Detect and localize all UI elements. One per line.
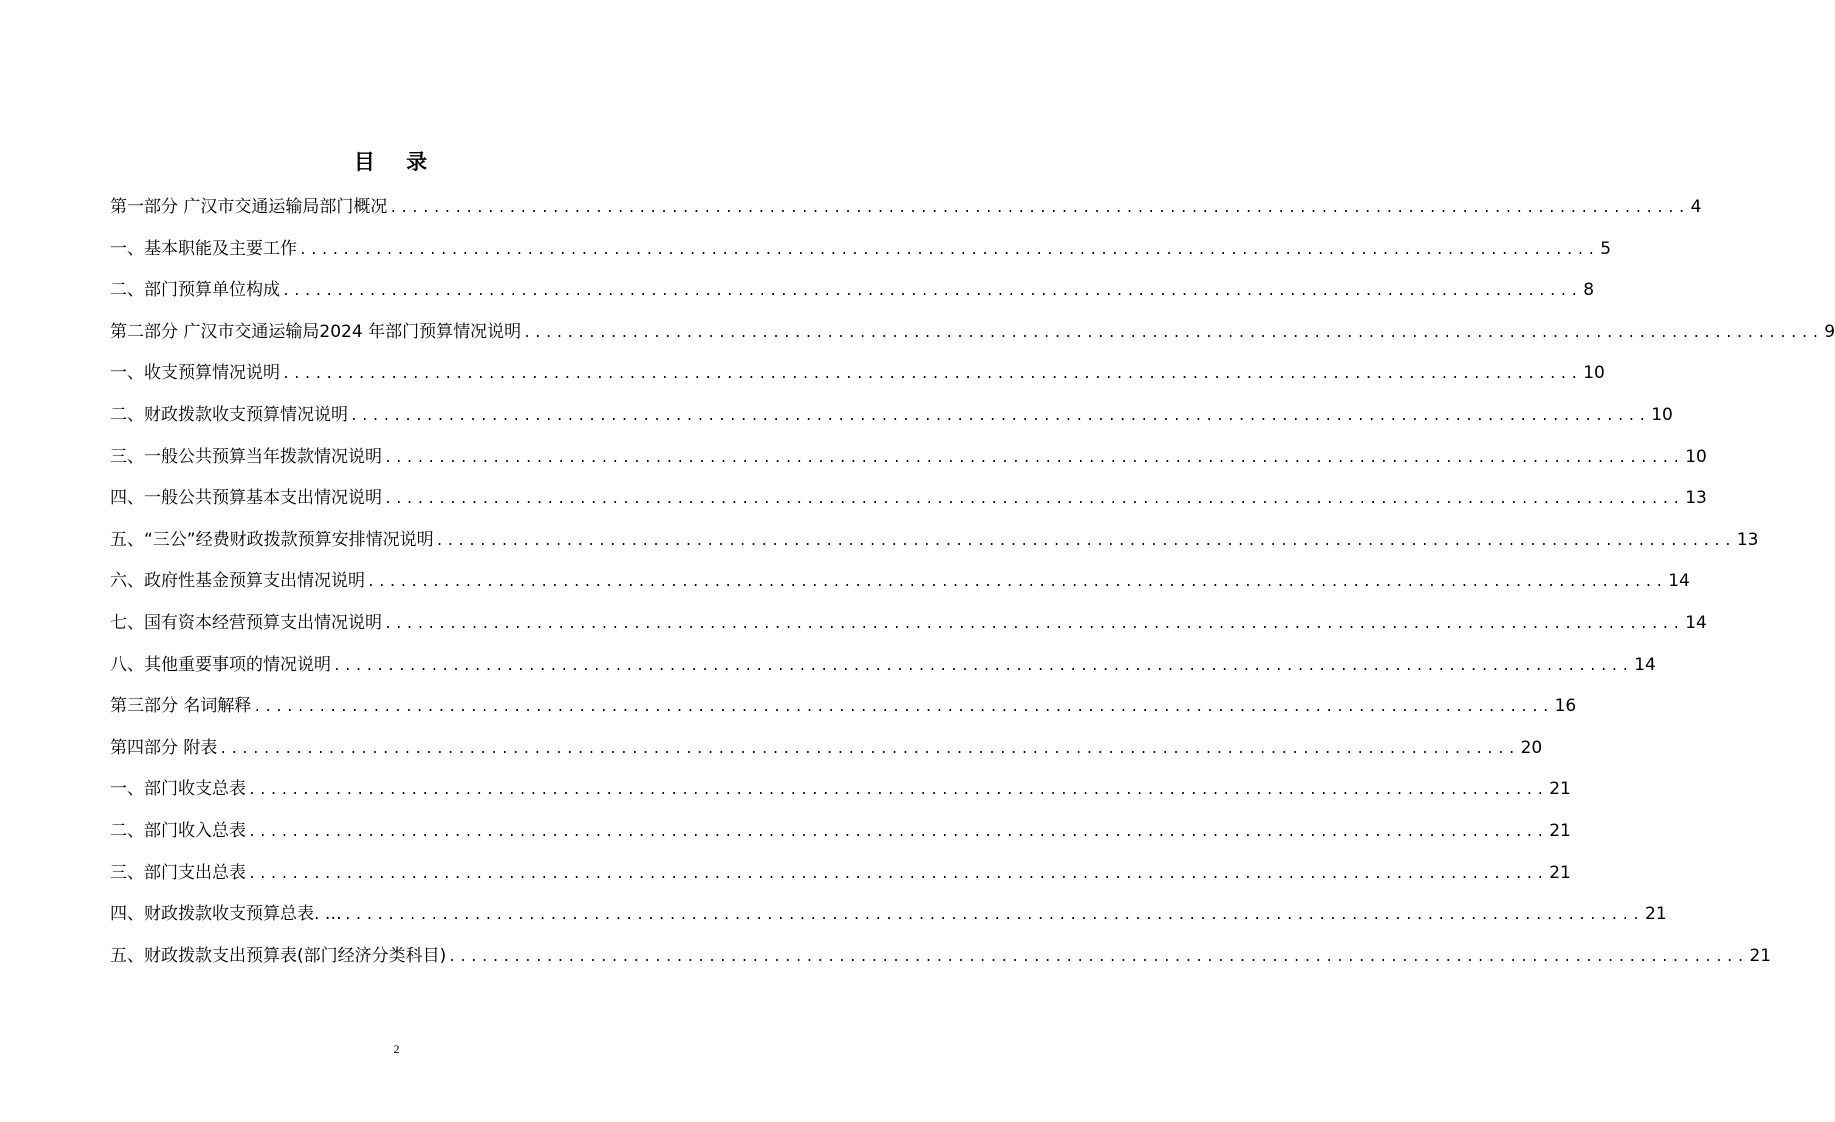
toc-entry[interactable] <box>110 483 1707 525</box>
toc-entry-label: 五、“三公”经费财政拨款预算安排情况说明 <box>110 529 434 550</box>
toc-entry-page: 9 <box>1824 321 1835 342</box>
toc-entry-page: 21 <box>1549 779 1571 800</box>
toc-entry-label: 三、部门支出总表 <box>110 862 246 883</box>
toc-dot-leader: ........................................................................................................................ <box>389 201 1689 216</box>
toc-entry-label: 一、收支预算情况说明 <box>110 363 280 384</box>
toc-entry-page: 10 <box>1651 404 1673 425</box>
toc-entry-label: 第一部分 广汉市交通运输局部门概况 <box>110 197 388 217</box>
toc-dot-leader: ........................................................................................................................ <box>384 450 1684 466</box>
toc-entry-label: 第三部分 名词解释 <box>110 696 252 717</box>
toc-entry-page: 16 <box>1554 696 1577 717</box>
toc-entry-page: 13 <box>1736 529 1759 550</box>
toc-entry-label: 二、部门收入总表 <box>110 820 246 841</box>
toc-entry[interactable] <box>110 899 1667 941</box>
toc-entry[interactable] <box>110 400 1673 442</box>
toc-entry[interactable] <box>110 816 1571 858</box>
toc-entry[interactable] <box>110 608 1707 650</box>
toc-dot-leader: ........................................................................................................................ <box>367 575 1667 591</box>
toc-entry-label: 六、政府性基金预算支出情况说明 <box>110 571 365 592</box>
toc-entry-label: 五、财政拨款支出预算表(部门经济分类科目) <box>110 945 447 966</box>
toc-entry-page: 21 <box>1645 904 1667 925</box>
toc-title: 目 录 <box>353 150 440 174</box>
toc-entry-label: 八、其他重要事项的情况说明 <box>110 654 331 675</box>
toc-entry-label: 二、财政拨款收支预算情况说明 <box>110 404 348 425</box>
toc-dot-leader: ........................................................................................................................ <box>282 284 1582 300</box>
toc-dot-leader: ........................................................................................................................ <box>384 492 1684 508</box>
toc-entry[interactable] <box>110 275 1595 317</box>
toc-dot-leader: ........................................................................................................................ <box>384 616 1684 632</box>
toc-entry-label: 七、国有资本经营预算支出情况说明 <box>110 612 382 633</box>
toc-dot-leader: ........................................................................................................................ <box>523 325 1823 341</box>
toc-entry-page: 14 <box>1634 654 1656 675</box>
toc-dot-leader: ........................................................................................................................ <box>435 533 1735 549</box>
toc-entry-page: 8 <box>1583 280 1595 301</box>
toc-entry-page: 21 <box>1549 820 1571 841</box>
toc-dot-leader: ........................................................................................................................ <box>448 949 1748 965</box>
toc-entry-page: 14 <box>1685 612 1707 633</box>
toc-entry[interactable] <box>110 234 1612 276</box>
toc-dot-leader: ........................................................................................................................ <box>248 824 1548 840</box>
toc-entry-page: 5 <box>1600 238 1612 259</box>
toc-dot-leader: ........................................................................................................................ <box>350 408 1650 424</box>
toc-entry[interactable] <box>110 192 1702 234</box>
toc-entry[interactable] <box>110 858 1571 900</box>
toc-entry[interactable] <box>110 442 1707 484</box>
toc-entry[interactable] <box>110 691 1577 733</box>
toc-entry-page: 10 <box>1685 446 1707 467</box>
toc-entry-label: 一、部门收支总表 <box>110 779 246 800</box>
toc-dot-leader: ........................................................................................................................ <box>333 658 1633 674</box>
toc-dot-leader: ........................................................................................................................ <box>343 908 1644 924</box>
toc-dot-leader: ........................................................................................................................ <box>248 866 1548 882</box>
toc-dot-leader: ........................................................................................................................ <box>282 367 1582 383</box>
toc-dot-leader: ........................................................................................................................ <box>253 700 1553 716</box>
toc-entry-page: 21 <box>1749 945 1772 966</box>
toc-dot-leader: ........................................................................................................................ <box>219 741 1519 757</box>
table-of-contents <box>110 192 1835 982</box>
toc-entry-page: 21 <box>1549 862 1571 883</box>
toc-entry-label: 第二部分 广汉市交通运输局2024 年部门预算情况说明 <box>110 321 522 342</box>
toc-entry[interactable] <box>110 941 1772 983</box>
toc-dot-leader: ........................................................................................................................ <box>299 242 1599 258</box>
toc-entry[interactable] <box>110 733 1543 775</box>
toc-entry-label: 一、基本职能及主要工作 <box>110 238 297 259</box>
toc-entry-page: 13 <box>1685 488 1707 509</box>
toc-entry[interactable] <box>110 525 1759 567</box>
toc-entry-page: 20 <box>1520 737 1543 758</box>
toc-entry-label: 第四部分 附表 <box>110 737 218 758</box>
toc-entry-page: 14 <box>1668 571 1690 592</box>
toc-dot-leader: ........................................................................................................................ <box>248 783 1548 799</box>
toc-entry[interactable] <box>110 358 1605 400</box>
toc-entry-page: 4 <box>1690 197 1702 217</box>
page-number: 2 <box>393 1042 400 1056</box>
toc-entry-label: 二、部门预算单位构成 <box>110 280 280 301</box>
toc-entry[interactable] <box>110 566 1690 608</box>
toc-entry[interactable] <box>110 317 1835 359</box>
toc-entry[interactable] <box>110 774 1571 816</box>
toc-entry[interactable] <box>110 650 1656 692</box>
toc-entry-label: 三、一般公共预算当年拨款情况说明 <box>110 446 382 467</box>
toc-entry-label: 四、财政拨款收支预算总表. … <box>110 904 342 925</box>
toc-entry-label: 四、一般公共预算基本支出情况说明 <box>110 488 382 509</box>
toc-entry-page: 10 <box>1583 363 1605 384</box>
